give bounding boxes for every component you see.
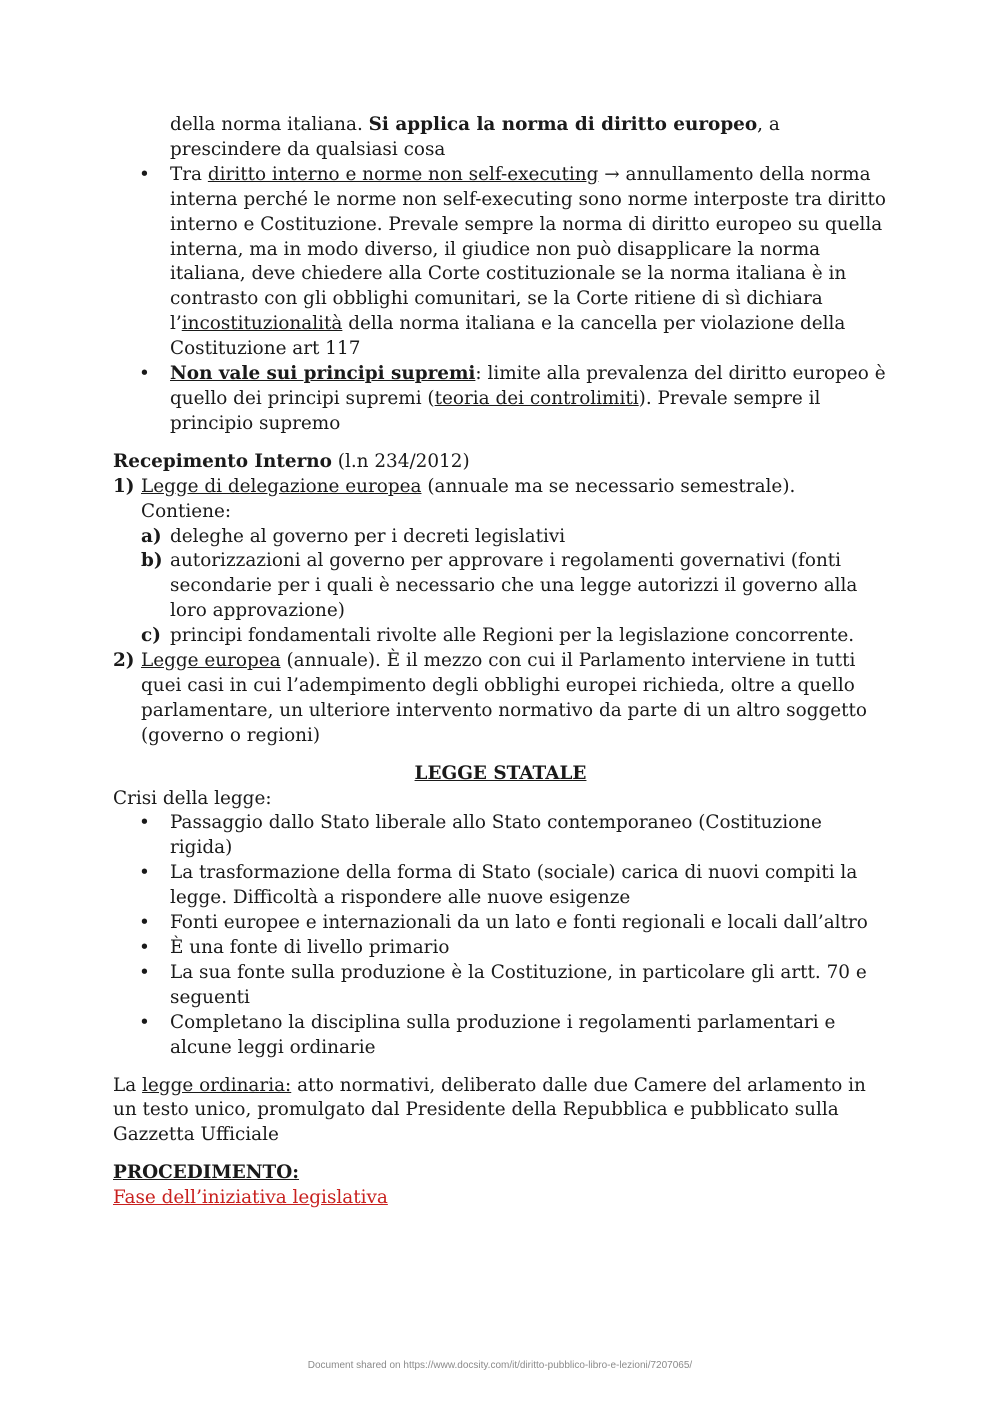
- heading-text: Recepimento Interno: [113, 450, 332, 472]
- bold-label: Non vale sui principi supremi: [170, 363, 476, 385]
- underlined-term: Legge europea: [141, 650, 281, 672]
- underlined-term: teoria dei controlimiti: [434, 387, 639, 409]
- item-text: annullamento della norma interna perché le norme non self-executing sono norme interposte tra diritto interno e Costituzione. Prevale sempre la norma di diritto europeo su quella interna, ma in modo diverso, il giudice non può disapplicare la norma italiana, deve chiedere alla Corte costituzionale se la norma italiana è in contrasto con gli obblighi comunitari, se la Corte ritiene di sì dichiara l’: [170, 163, 886, 335]
- item-text: della norma italiana e la cancella per violazione della Costituzione art 117: [170, 313, 846, 360]
- list-item: • La trasformazione della forma di Stato (sociale) carica di nuovi compiti la legge. Difficoltà a rispondere alle nuove esigenze: [113, 861, 888, 911]
- intro-bold-text: Si applica la norma di diritto europeo: [368, 114, 758, 135]
- item-text: (annuale). È il mezzo con cui il Parlamento interviene in tutti quei casi in cui l’adempimento degli obblighi europei richieda, oltre a quello parlamentare, un ulteriore intervento normativo da parte di un altro soggetto (governo o regioni): [141, 650, 867, 746]
- intro-tail-text: , a prescindere da qualsiasi cosa: [170, 114, 780, 160]
- list-item: [113, 649, 888, 749]
- item-text: autorizzazioni al governo per approvare i regolamenti governativi (fonti secondarie per i quali è necessario che una legge autorizzi il governo alla loro approvazione): [170, 550, 858, 622]
- bullet-list-top: [113, 163, 888, 437]
- item-text: principi fondamentali rivolte alle Regioni per la legislazione concorrente.: [170, 625, 855, 647]
- list-marker: c): [141, 625, 161, 647]
- document-page: [113, 113, 888, 1211]
- underlined-term: Legge di delegazione europea: [141, 475, 422, 497]
- recepimento-heading: [113, 450, 888, 475]
- list-item: [113, 475, 888, 649]
- list-item: [113, 163, 888, 362]
- arrow-icon: →: [598, 163, 626, 185]
- sub-list-item: [141, 525, 888, 550]
- list-item: • La sua fonte sulla produzione è la Costituzione, in particolare gli artt. 70 e seguenti: [113, 961, 888, 1011]
- list-item: • Fonti europee e internazionali da un lato e fonti regionali e locali dall’altro: [113, 911, 888, 936]
- sub-list-item: [141, 549, 888, 624]
- legge-ordinaria-paragraph: [113, 1074, 888, 1149]
- item-prefix: Tra: [170, 163, 208, 185]
- procedimento-heading: PROCEDIMENTO:: [113, 1162, 300, 1184]
- intro-text: della norma italiana.: [170, 114, 369, 135]
- list-marker: a): [141, 525, 162, 547]
- section-title: LEGGE STATALE: [414, 762, 587, 784]
- crisi-list: [113, 811, 888, 1060]
- underlined-term: diritto interno e norme non self-executing: [207, 163, 599, 185]
- paragraph-prefix: La: [113, 1074, 143, 1096]
- item-text: deleghe al governo per i decreti legislativi: [170, 525, 566, 547]
- sub-list-item: [141, 624, 888, 649]
- list-marker: b): [141, 550, 163, 572]
- intro-paragraph: [113, 113, 888, 163]
- list-marker: 1): [113, 475, 135, 497]
- underlined-term: legge ordinaria:: [142, 1074, 292, 1096]
- item-text: : limite alla prevalenza del diritto europeo è quello dei principi supremi (: [170, 363, 886, 409]
- iniziativa-link[interactable]: Fase dell’iniziativa legislativa: [113, 1187, 388, 1209]
- sub-list: [141, 525, 888, 650]
- item-text: (annuale ma se necessario semestrale). Contiene:: [141, 475, 796, 522]
- list-item: • È una fonte di livello primario: [113, 936, 888, 961]
- heading-ref: (l.n 234/2012): [331, 450, 470, 472]
- list-item: • Passaggio dallo Stato liberale allo Stato contemporaneo (Costituzione rigida): [113, 811, 888, 861]
- list-marker: 2): [113, 650, 135, 672]
- list-item: • Completano la disciplina sulla produzione i regolamenti parlamentari e alcune leggi ordinarie: [113, 1011, 888, 1061]
- crisi-intro: Crisi della legge:: [113, 787, 272, 809]
- paragraph-text: atto normativi, deliberato dalle due Camere del arlamento in un testo unico, promulgato dal Presidente della Repubblica e pubblicato sulla Gazzetta Ufficiale: [113, 1074, 866, 1146]
- list-item: [113, 362, 888, 437]
- recepimento-list: [113, 475, 888, 749]
- underlined-term: incostituzionalità: [181, 313, 343, 335]
- item-text: ). Prevale sempre il principio supremo: [170, 387, 821, 434]
- footer-note: Document shared on https://www.docsity.com/it/diritto-pubblico-libro-e-lezioni/7207065/: [307, 1360, 693, 1371]
